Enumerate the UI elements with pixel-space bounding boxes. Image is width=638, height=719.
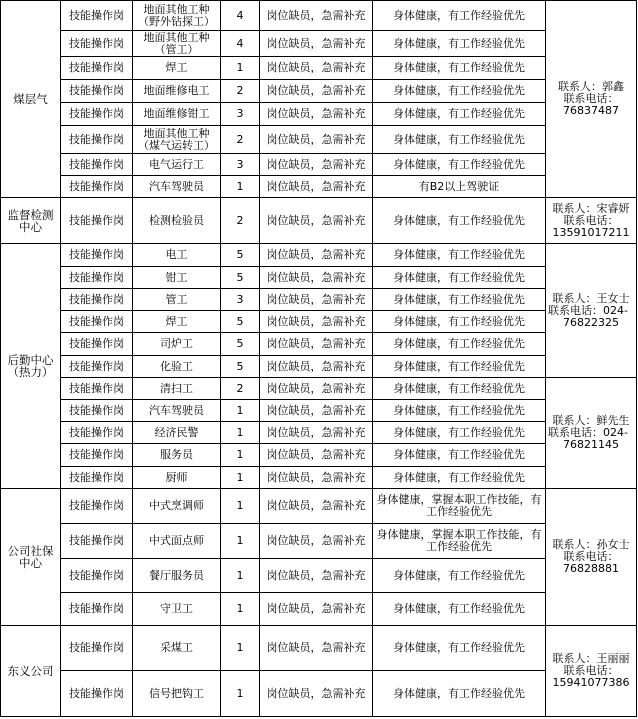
table-row: [1, 356, 637, 378]
headcount-cell: 2: [221, 80, 260, 103]
reason-cell: 岗位缺员，急需补充: [260, 671, 373, 717]
requirement-cell: 身体健康，掌握本职工作技能，有工作经验优先: [373, 489, 546, 524]
reason-cell: 岗位缺员，急需补充: [260, 103, 373, 126]
requirement-cell: 身体健康，有工作经验优先: [373, 311, 546, 333]
table-row: [1, 31, 637, 57]
post-type-cell: 技能操作岗: [61, 422, 133, 444]
post-type-cell: 技能操作岗: [61, 593, 133, 626]
table-row: [1, 378, 637, 400]
reason-cell: 岗位缺员，急需补充: [260, 126, 373, 154]
job-title-cell: 经济民警: [133, 422, 221, 444]
post-type-cell: 技能操作岗: [61, 289, 133, 311]
post-type-cell: 技能操作岗: [61, 671, 133, 717]
requirement-cell: 有B2以上驾驶证: [373, 176, 546, 198]
job-title-cell: 地面维修钳工: [133, 103, 221, 126]
job-title-cell: 清扫工: [133, 378, 221, 400]
reason-cell: 岗位缺员，急需补充: [260, 198, 373, 244]
headcount-cell: 5: [221, 356, 260, 378]
table-row: [1, 400, 637, 422]
post-type-cell: 技能操作岗: [61, 103, 133, 126]
table-row: [1, 593, 637, 626]
post-type-cell: 技能操作岗: [61, 356, 133, 378]
reason-cell: 岗位缺员，急需补充: [260, 267, 373, 289]
reason-cell: 岗位缺员，急需补充: [260, 378, 373, 400]
post-type-cell: 技能操作岗: [61, 467, 133, 489]
requirement-cell: 身体健康，掌握本职工作技能，有工作经验优先: [373, 524, 546, 559]
post-type-cell: 技能操作岗: [61, 333, 133, 356]
headcount-cell: 5: [221, 333, 260, 356]
contact-person: 联系人：王丽丽: [552, 652, 630, 665]
contact-phone: 13591017211: [552, 225, 630, 239]
table-row: [1, 154, 637, 176]
reason-cell: 岗位缺员，急需补充: [260, 489, 373, 524]
job-title-cell: 化验工: [133, 356, 221, 378]
table-row: [1, 1, 637, 31]
table-row: [1, 267, 637, 289]
requirement-cell: 身体健康，有工作经验优先: [373, 154, 546, 176]
headcount-cell: 2: [221, 378, 260, 400]
job-title-cell: 焊工: [133, 57, 221, 80]
contact-phone: 76837487: [563, 104, 619, 117]
department-cell: 后勤中心（热力）: [1, 244, 61, 489]
department-cell: 煤层气: [1, 1, 61, 198]
job-title-cell: 管工: [133, 289, 221, 311]
job-title-cell: 守卫工: [133, 593, 221, 626]
contact-cell: [546, 1, 637, 198]
table-row: [1, 311, 637, 333]
contact-person: 联系人：宋睿妍: [552, 201, 630, 215]
reason-cell: 岗位缺员，急需补充: [260, 422, 373, 444]
headcount-cell: 4: [221, 31, 260, 57]
contact-cell: [546, 198, 637, 244]
requirement-cell: 身体健康，有工作经验优先: [373, 267, 546, 289]
table-row: [1, 671, 637, 717]
reason-cell: 岗位缺员，急需补充: [260, 593, 373, 626]
requirement-cell: 身体健康，有工作经验优先: [373, 333, 546, 356]
contact-phone: 76821145: [563, 438, 619, 451]
table-row: [1, 626, 637, 671]
department-cell: 公司社保中心: [1, 489, 61, 626]
table-row: [1, 126, 637, 154]
job-title-cell: 餐厅服务员: [133, 559, 221, 593]
reason-cell: 岗位缺员，急需补充: [260, 311, 373, 333]
reason-cell: 岗位缺员，急需补充: [260, 444, 373, 467]
post-type-cell: 技能操作岗: [61, 444, 133, 467]
contact-person: 联系人：郭鑫: [558, 80, 624, 93]
contact-person: 联系人：鲜先生: [552, 414, 630, 427]
job-title-cell: 地面其他工种（野外钻探工）: [133, 1, 221, 31]
requirement-cell: 身体健康，有工作经验优先: [373, 198, 546, 244]
contact-phone: 76828881: [563, 562, 619, 575]
job-title-cell: 地面其他工种（煤气运转工）: [133, 126, 221, 154]
post-type-cell: 技能操作岗: [61, 244, 133, 267]
job-title-cell: 司炉工: [133, 333, 221, 356]
department-cell: 东义公司: [1, 626, 61, 717]
requirement-cell: 身体健康，有工作经验优先: [373, 356, 546, 378]
job-title-cell: 中式烹调师: [133, 489, 221, 524]
headcount-cell: 3: [221, 154, 260, 176]
contact-cell: [546, 489, 637, 626]
reason-cell: 岗位缺员，急需补充: [260, 289, 373, 311]
contact-cell: [546, 378, 637, 489]
job-title-cell: 厨师: [133, 467, 221, 489]
reason-cell: 岗位缺员，急需补充: [260, 626, 373, 671]
headcount-cell: 5: [221, 244, 260, 267]
job-title-cell: 服务员: [133, 444, 221, 467]
headcount-cell: 1: [221, 671, 260, 717]
headcount-cell: 2: [221, 198, 260, 244]
post-type-cell: 技能操作岗: [61, 1, 133, 31]
table-row: [1, 333, 637, 356]
post-type-cell: 技能操作岗: [61, 176, 133, 198]
requirement-cell: 身体健康，有工作经验优先: [373, 467, 546, 489]
headcount-cell: 1: [221, 489, 260, 524]
requirement-cell: 身体健康，有工作经验优先: [373, 1, 546, 31]
headcount-cell: 1: [221, 444, 260, 467]
job-title-cell: 钳工: [133, 267, 221, 289]
requirement-cell: 身体健康，有工作经验优先: [373, 80, 546, 103]
table-row: [1, 244, 637, 267]
post-type-cell: 技能操作岗: [61, 400, 133, 422]
contact-person: 联系人：王女士: [552, 291, 630, 305]
job-title-cell: 地面维修电工: [133, 80, 221, 103]
headcount-cell: 2: [221, 126, 260, 154]
job-title-cell: 焊工: [133, 311, 221, 333]
requirement-cell: 身体健康，有工作经验优先: [373, 422, 546, 444]
post-type-cell: 技能操作岗: [61, 57, 133, 80]
reason-cell: 岗位缺员，急需补充: [260, 467, 373, 489]
headcount-cell: 3: [221, 289, 260, 311]
reason-cell: 岗位缺员，急需补充: [260, 524, 373, 559]
post-type-cell: 技能操作岗: [61, 311, 133, 333]
department-cell: 监督检测中心: [1, 198, 61, 244]
headcount-cell: 5: [221, 311, 260, 333]
contact-phone-label: 联系电话：: [563, 550, 619, 563]
headcount-cell: 1: [221, 626, 260, 671]
reason-cell: 岗位缺员，急需补充: [260, 400, 373, 422]
requirement-cell: 身体健康，有工作经验优先: [373, 57, 546, 80]
reason-cell: 岗位缺员，急需补充: [260, 1, 373, 31]
reason-cell: 岗位缺员，急需补充: [260, 154, 373, 176]
headcount-cell: 1: [221, 593, 260, 626]
requirement-cell: 身体健康，有工作经验优先: [373, 671, 546, 717]
requirement-cell: 身体健康，有工作经验优先: [373, 626, 546, 671]
job-title-cell: 汽车驾驶员: [133, 176, 221, 198]
job-title-cell: 电气运行工: [133, 154, 221, 176]
table-row: [1, 103, 637, 126]
post-type-cell: 技能操作岗: [61, 489, 133, 524]
post-type-cell: 技能操作岗: [61, 198, 133, 244]
headcount-cell: 1: [221, 400, 260, 422]
headcount-cell: 1: [221, 467, 260, 489]
table-row: [1, 467, 637, 489]
reason-cell: 岗位缺员，急需补充: [260, 31, 373, 57]
post-type-cell: 技能操作岗: [61, 559, 133, 593]
table-row: [1, 559, 637, 593]
job-title-cell: 信号把钩工: [133, 671, 221, 717]
contact-cell: [546, 244, 637, 378]
requirement-cell: 身体健康，有工作经验优先: [373, 126, 546, 154]
table-row: [1, 176, 637, 198]
table-row: [1, 80, 637, 103]
headcount-cell: 1: [221, 57, 260, 80]
contact-phone: 76822325: [563, 315, 619, 329]
table-row: [1, 198, 637, 244]
contact-phone: 15941077386: [552, 676, 630, 689]
reason-cell: 岗位缺员，急需补充: [260, 176, 373, 198]
job-title-cell: 地面其他工种（管工）: [133, 31, 221, 57]
job-title-cell: 检测检验员: [133, 198, 221, 244]
job-title-cell: 电工: [133, 244, 221, 267]
headcount-cell: 1: [221, 524, 260, 559]
table-row: [1, 489, 637, 524]
table-row: [1, 57, 637, 80]
headcount-cell: 1: [221, 176, 260, 198]
contact-phone-label: 联系电话：: [563, 92, 619, 105]
requirement-cell: 身体健康，有工作经验优先: [373, 400, 546, 422]
requirement-cell: 身体健康，有工作经验优先: [373, 289, 546, 311]
contact-phone-label: 联系电话：024-: [548, 303, 628, 317]
post-type-cell: 技能操作岗: [61, 31, 133, 57]
post-type-cell: 技能操作岗: [61, 154, 133, 176]
post-type-cell: 技能操作岗: [61, 80, 133, 103]
job-title-cell: 采煤工: [133, 626, 221, 671]
post-type-cell: 技能操作岗: [61, 267, 133, 289]
requirement-cell: 身体健康，有工作经验优先: [373, 593, 546, 626]
requirement-cell: 身体健康，有工作经验优先: [373, 31, 546, 57]
headcount-cell: 1: [221, 422, 260, 444]
post-type-cell: 技能操作岗: [61, 378, 133, 400]
table-row: [1, 524, 637, 559]
requirement-cell: 身体健康，有工作经验优先: [373, 444, 546, 467]
table-row: [1, 422, 637, 444]
headcount-cell: 3: [221, 103, 260, 126]
headcount-cell: 4: [221, 1, 260, 31]
post-type-cell: 技能操作岗: [61, 626, 133, 671]
job-title-cell: 汽车驾驶员: [133, 400, 221, 422]
contact-cell: [546, 626, 637, 717]
contact-person: 联系人：孙女士: [552, 538, 630, 551]
requirement-cell: 身体健康，有工作经验优先: [373, 378, 546, 400]
reason-cell: 岗位缺员，急需补充: [260, 80, 373, 103]
reason-cell: 岗位缺员，急需补充: [260, 559, 373, 593]
contact-phone-label: 联系电话：: [563, 213, 619, 227]
requirement-cell: 身体健康，有工作经验优先: [373, 559, 546, 593]
contact-phone-label: 联系电话：024-: [548, 426, 628, 439]
contact-phone-label: 联系电话：: [563, 664, 619, 677]
table-row: [1, 289, 637, 311]
reason-cell: 岗位缺员，急需补充: [260, 57, 373, 80]
requirement-cell: 身体健康，有工作经验优先: [373, 103, 546, 126]
reason-cell: 岗位缺员，急需补充: [260, 333, 373, 356]
job-title-cell: 中式面点师: [133, 524, 221, 559]
table-row: [1, 444, 637, 467]
reason-cell: 岗位缺员，急需补充: [260, 244, 373, 267]
post-type-cell: 技能操作岗: [61, 126, 133, 154]
requirement-cell: 身体健康，有工作经验优先: [373, 244, 546, 267]
headcount-cell: 1: [221, 559, 260, 593]
headcount-cell: 5: [221, 267, 260, 289]
reason-cell: 岗位缺员，急需补充: [260, 356, 373, 378]
post-type-cell: 技能操作岗: [61, 524, 133, 559]
